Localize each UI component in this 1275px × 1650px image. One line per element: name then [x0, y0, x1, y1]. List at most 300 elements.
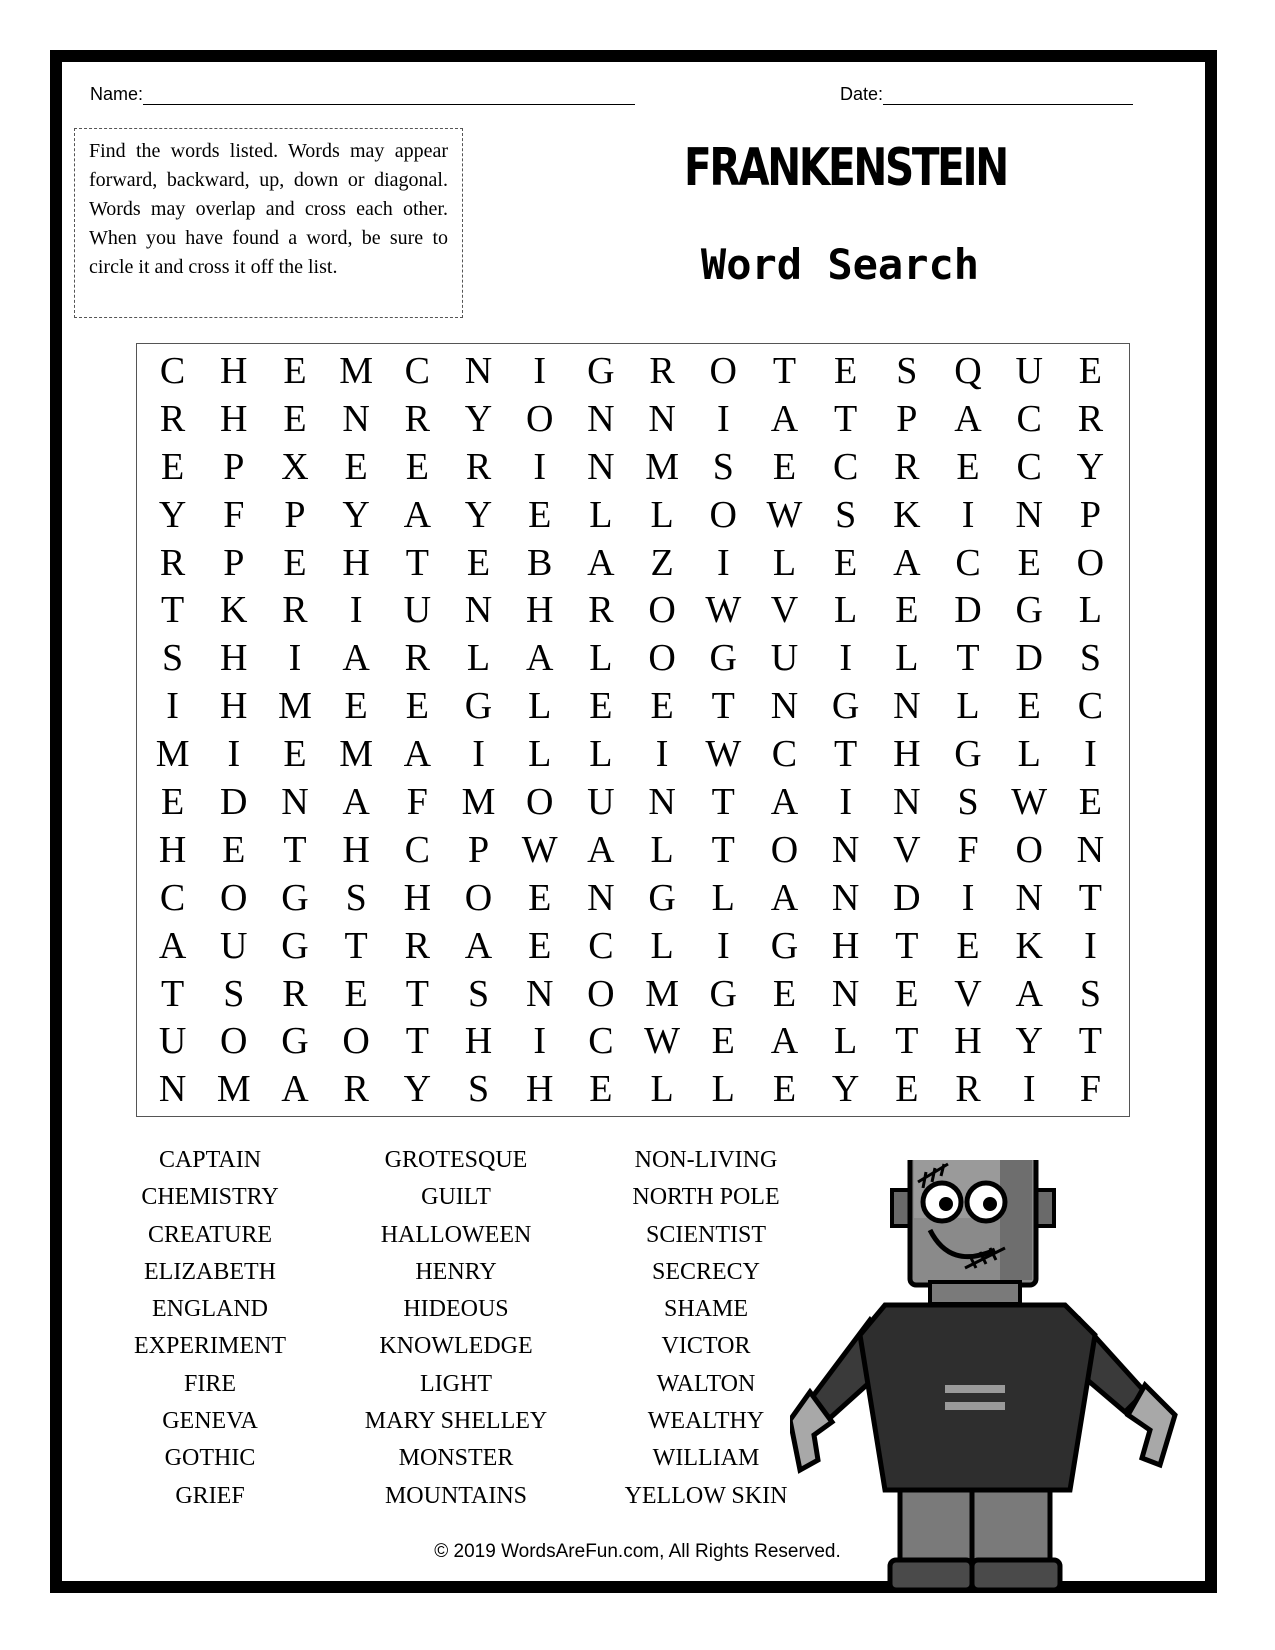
- grid-letter[interactable]: M: [278, 685, 312, 728]
- word-list-item[interactable]: WEALTHY: [647, 1408, 765, 1435]
- grid-letter[interactable]: G: [281, 924, 309, 967]
- grid-letter[interactable]: H: [464, 1020, 493, 1063]
- grid-letter[interactable]: S: [162, 637, 184, 680]
- grid-letter[interactable]: E: [1078, 780, 1103, 823]
- grid-letter[interactable]: E: [589, 1068, 613, 1111]
- grid-letter[interactable]: U: [587, 780, 615, 823]
- grid-letter[interactable]: S: [345, 876, 367, 919]
- grid-letter[interactable]: G: [709, 637, 737, 680]
- grid-letter[interactable]: N: [648, 780, 676, 823]
- grid-letter[interactable]: R: [159, 541, 186, 584]
- grid-letter[interactable]: P: [467, 828, 490, 871]
- grid-letter[interactable]: E: [772, 972, 797, 1015]
- grid-letter[interactable]: S: [712, 445, 734, 488]
- grid-letter[interactable]: O: [770, 828, 799, 871]
- word-list-item[interactable]: WILLIAM: [652, 1445, 760, 1472]
- grid-letter[interactable]: K: [1015, 924, 1043, 967]
- grid-letter[interactable]: O: [525, 780, 554, 823]
- word-list-item[interactable]: HENRY: [415, 1258, 497, 1285]
- grid-letter[interactable]: U: [220, 924, 248, 967]
- grid-letter[interactable]: R: [404, 637, 431, 680]
- grid-letter[interactable]: D: [220, 780, 248, 823]
- word-list-item[interactable]: KNOWLEDGE: [379, 1333, 533, 1360]
- grid-letter[interactable]: P: [1079, 493, 1101, 536]
- grid-letter[interactable]: C: [1016, 445, 1042, 488]
- word-list-item[interactable]: EXPERIMENT: [134, 1333, 286, 1360]
- grid-letter[interactable]: M: [216, 1068, 251, 1111]
- grid-letter[interactable]: E: [772, 445, 797, 488]
- grid-letter[interactable]: R: [404, 397, 431, 440]
- grid-letter[interactable]: I: [961, 493, 975, 536]
- grid-letter[interactable]: E: [283, 397, 307, 440]
- grid-letter[interactable]: C: [588, 1020, 614, 1063]
- grid-letter[interactable]: X: [281, 445, 309, 488]
- grid-letter[interactable]: N: [464, 589, 493, 632]
- grid-letter[interactable]: R: [465, 445, 492, 488]
- grid-letter[interactable]: L: [772, 541, 797, 584]
- word-list-item[interactable]: GRIEF: [175, 1482, 245, 1509]
- grid-letter[interactable]: U: [770, 637, 799, 680]
- grid-letter[interactable]: A: [403, 493, 432, 536]
- grid-letter[interactable]: S: [1079, 972, 1101, 1015]
- word-list-item[interactable]: CAPTAIN: [158, 1147, 262, 1173]
- grid-letter[interactable]: Q: [954, 349, 982, 392]
- grid-letter[interactable]: W: [644, 1020, 681, 1063]
- grid-letter[interactable]: A: [342, 637, 370, 680]
- grid-letter[interactable]: L: [834, 589, 858, 632]
- grid-letter[interactable]: C: [1016, 397, 1042, 440]
- grid-letter[interactable]: E: [344, 972, 368, 1015]
- word-list-item[interactable]: MOUNTAINS: [384, 1482, 528, 1509]
- grid-letter[interactable]: N: [342, 397, 370, 440]
- grid-letter[interactable]: T: [895, 1020, 919, 1063]
- word-list-item[interactable]: NON-LIVING: [634, 1147, 778, 1173]
- grid-letter[interactable]: I: [472, 733, 485, 776]
- grid-letter[interactable]: O: [709, 349, 737, 392]
- grid-letter[interactable]: P: [284, 493, 306, 536]
- grid-letter[interactable]: L: [1017, 733, 1041, 776]
- grid-letter[interactable]: T: [895, 924, 919, 967]
- grid-letter[interactable]: G: [954, 733, 982, 776]
- grid-letter[interactable]: Y: [1076, 445, 1105, 488]
- grid-letter[interactable]: I: [655, 733, 669, 776]
- grid-letter[interactable]: C: [159, 349, 186, 392]
- grid-letter[interactable]: S: [957, 780, 979, 823]
- word-list-item[interactable]: CHEMISTRY: [141, 1184, 279, 1211]
- grid-letter[interactable]: T: [711, 685, 735, 728]
- word-list-item[interactable]: CREATURE: [147, 1221, 272, 1248]
- grid-letter[interactable]: I: [166, 685, 179, 728]
- grid-letter[interactable]: W: [705, 589, 742, 632]
- grid-letter[interactable]: T: [956, 637, 980, 680]
- grid-letter[interactable]: N: [770, 685, 799, 728]
- grid-letter[interactable]: I: [1022, 1068, 1036, 1111]
- grid-letter[interactable]: R: [955, 1068, 981, 1111]
- grid-letter[interactable]: E: [711, 1020, 735, 1063]
- sweater-stripe-1: [945, 1385, 1005, 1393]
- grid-letter[interactable]: H: [525, 1068, 554, 1111]
- grid-letter[interactable]: T: [711, 780, 735, 823]
- grid-letter[interactable]: M: [155, 733, 190, 776]
- grid-letter[interactable]: G: [281, 876, 309, 919]
- grid-letter[interactable]: M: [645, 972, 679, 1015]
- grid-letter[interactable]: A: [1015, 972, 1043, 1015]
- grid-letter[interactable]: R: [649, 349, 675, 392]
- grid-letter[interactable]: E: [895, 589, 919, 632]
- grid-letter[interactable]: W: [521, 828, 558, 871]
- grid-letter[interactable]: I: [716, 541, 730, 584]
- grid-letter[interactable]: E: [283, 349, 307, 392]
- grid-letter[interactable]: R: [894, 445, 920, 488]
- grid-letter[interactable]: L: [650, 1068, 674, 1111]
- grid-letter[interactable]: I: [839, 637, 852, 680]
- grid-letter[interactable]: M: [461, 780, 496, 823]
- grid-letter[interactable]: L: [834, 1020, 858, 1063]
- grid-letter[interactable]: G: [831, 685, 860, 728]
- grid-letter[interactable]: A: [893, 541, 921, 584]
- grid-letter[interactable]: N: [831, 972, 860, 1015]
- grid-letter[interactable]: T: [711, 828, 735, 871]
- puzzle-grid: [142, 347, 1122, 1115]
- grid-letter[interactable]: Y: [464, 493, 493, 536]
- grid-letter[interactable]: H: [220, 637, 248, 680]
- grid-letter[interactable]: S: [467, 1068, 490, 1111]
- grid-letter[interactable]: S: [467, 972, 490, 1015]
- grid-letter[interactable]: I: [533, 445, 547, 488]
- grid-letter[interactable]: L: [528, 733, 552, 776]
- word-list-item[interactable]: GROTESQUE: [384, 1147, 528, 1173]
- grid-letter[interactable]: A: [770, 1020, 799, 1063]
- grid-letter[interactable]: Y: [464, 397, 493, 440]
- grid-letter[interactable]: I: [1084, 733, 1097, 776]
- grid-letter[interactable]: L: [589, 493, 613, 536]
- grid-letter[interactable]: E: [283, 733, 307, 776]
- grid-letter[interactable]: T: [834, 397, 858, 440]
- grid-letter[interactable]: O: [220, 1020, 248, 1063]
- grid-letter[interactable]: E: [283, 541, 307, 584]
- grid-letter[interactable]: L: [650, 924, 674, 967]
- grid-letter[interactable]: E: [405, 685, 429, 728]
- word-column-3: [596, 1142, 816, 1515]
- word-list-item[interactable]: GOTHIC: [164, 1445, 256, 1472]
- word-list-item[interactable]: WALTON: [656, 1370, 756, 1397]
- grid-letter[interactable]: A: [587, 541, 615, 584]
- grid-letter[interactable]: A: [525, 637, 554, 680]
- grid-letter[interactable]: L: [711, 1068, 735, 1111]
- grid-letter[interactable]: I: [288, 637, 302, 680]
- grid-letter[interactable]: L: [650, 828, 674, 871]
- word-list-item[interactable]: MARY SHELLEY: [364, 1408, 548, 1435]
- grid-letter[interactable]: C: [159, 876, 186, 919]
- grid-letter[interactable]: L: [650, 493, 674, 536]
- grid-letter[interactable]: I: [716, 397, 730, 440]
- grid-letter[interactable]: T: [344, 924, 368, 967]
- grid-letter[interactable]: H: [403, 876, 432, 919]
- word-list-item[interactable]: ELIZABETH: [144, 1258, 276, 1285]
- grid-letter[interactable]: H: [893, 733, 921, 776]
- name-blank-line[interactable]: [143, 86, 635, 105]
- grid-letter[interactable]: A: [587, 828, 615, 871]
- grid-letter[interactable]: G: [648, 876, 676, 919]
- grid-letter[interactable]: H: [158, 828, 187, 871]
- grid-letter[interactable]: S: [835, 493, 857, 536]
- word-list-item[interactable]: YELLOW SKIN: [624, 1482, 788, 1509]
- grid-letter[interactable]: K: [893, 493, 921, 536]
- grid-letter[interactable]: Y: [158, 493, 187, 536]
- word-list-item[interactable]: ENGLAND: [152, 1296, 268, 1323]
- grid-letter[interactable]: A: [464, 924, 493, 967]
- word-list-item[interactable]: GENEVA: [162, 1408, 258, 1435]
- word-list-item[interactable]: FIRE: [183, 1370, 236, 1397]
- name-field[interactable]: [90, 84, 635, 105]
- word-column-2: [346, 1142, 566, 1515]
- grid-letter[interactable]: N: [648, 397, 676, 440]
- grid-letter[interactable]: E: [528, 493, 552, 536]
- grid-letter[interactable]: H: [220, 397, 248, 440]
- grid-letter[interactable]: T: [283, 828, 307, 871]
- grid-letter[interactable]: L: [589, 637, 613, 680]
- grid-letter[interactable]: S: [1079, 637, 1101, 680]
- grid-letter[interactable]: N: [893, 780, 921, 823]
- grid-letter[interactable]: Z: [650, 541, 674, 584]
- name-label: Name:: [90, 84, 144, 104]
- grid-letter[interactable]: D: [893, 876, 921, 919]
- grid-letter[interactable]: N: [587, 445, 615, 488]
- grid-letter[interactable]: N: [1076, 828, 1105, 871]
- grid-letter[interactable]: I: [533, 349, 547, 392]
- grid-letter[interactable]: N: [587, 876, 615, 919]
- grid-letter[interactable]: N: [464, 349, 493, 392]
- word-list-item[interactable]: NORTH POLE: [632, 1184, 780, 1211]
- grid-letter[interactable]: E: [466, 541, 491, 584]
- grid-letter[interactable]: P: [223, 541, 245, 584]
- grid-letter[interactable]: T: [160, 972, 185, 1015]
- grid-letter[interactable]: O: [220, 876, 248, 919]
- grid-letter[interactable]: E: [1017, 541, 1041, 584]
- grid-letter[interactable]: R: [282, 589, 308, 632]
- grid-letter[interactable]: E: [589, 685, 613, 728]
- grid-letter[interactable]: H: [342, 541, 370, 584]
- grid-letter[interactable]: I: [716, 924, 730, 967]
- grid-letter[interactable]: E: [528, 924, 552, 967]
- grid-letter[interactable]: N: [831, 876, 860, 919]
- grid-letter[interactable]: C: [955, 541, 981, 584]
- word-list-item[interactable]: SECRECY: [651, 1258, 761, 1285]
- grid-letter[interactable]: F: [957, 828, 979, 871]
- word-list-item[interactable]: HIDEOUS: [403, 1296, 509, 1323]
- grid-letter[interactable]: O: [648, 589, 676, 632]
- grid-letter[interactable]: G: [1015, 589, 1043, 632]
- grid-letter[interactable]: A: [954, 397, 982, 440]
- word-list-item[interactable]: SCIENTIST: [646, 1221, 766, 1248]
- grid-letter[interactable]: A: [342, 780, 370, 823]
- grid-letter[interactable]: E: [772, 1068, 797, 1111]
- grid-letter[interactable]: O: [709, 493, 737, 536]
- grid-letter[interactable]: E: [956, 924, 980, 967]
- grid-letter[interactable]: H: [220, 685, 248, 728]
- grid-letter[interactable]: A: [770, 397, 799, 440]
- grid-letter[interactable]: U: [1015, 349, 1043, 392]
- grid-letter[interactable]: E: [834, 541, 858, 584]
- grid-letter[interactable]: L: [528, 685, 552, 728]
- date-blank-line[interactable]: [883, 86, 1133, 105]
- grid-letter[interactable]: N: [1015, 493, 1043, 536]
- grid-letter[interactable]: N: [158, 1068, 187, 1111]
- grid-letter[interactable]: S: [896, 349, 918, 392]
- grid-letter[interactable]: Y: [403, 1068, 432, 1111]
- grid-letter[interactable]: N: [525, 972, 554, 1015]
- grid-letter[interactable]: Y: [1015, 1020, 1043, 1063]
- grid-letter[interactable]: P: [223, 445, 245, 488]
- grid-letter[interactable]: H: [220, 349, 248, 392]
- grid-letter[interactable]: I: [1084, 924, 1097, 967]
- grid-letter[interactable]: O: [525, 397, 554, 440]
- grid-letter[interactable]: O: [648, 637, 676, 680]
- grid-letter[interactable]: D: [1015, 637, 1043, 680]
- grid-letter[interactable]: M: [339, 349, 374, 392]
- grid-letter[interactable]: G: [770, 924, 799, 967]
- grid-letter[interactable]: A: [281, 1068, 309, 1111]
- grid-letter[interactable]: S: [223, 972, 245, 1015]
- grid-letter[interactable]: F: [406, 780, 428, 823]
- grid-letter[interactable]: E: [650, 685, 674, 728]
- grid-letter[interactable]: I: [349, 589, 363, 632]
- grid-letter[interactable]: Y: [342, 493, 370, 536]
- grid-letter[interactable]: E: [895, 1068, 919, 1111]
- grid-letter[interactable]: N: [893, 685, 921, 728]
- grid-letter[interactable]: E: [344, 445, 368, 488]
- grid-letter[interactable]: I: [839, 780, 852, 823]
- head-shadow: [1000, 1160, 1032, 1280]
- grid-letter[interactable]: H: [525, 589, 554, 632]
- instructions-box: Find the words listed. Words may appear forward, backward, up, down or diagonal. Words may overlap and cross each other. When you have found a word, be sure to circle it and cross it off the list.: [74, 128, 463, 318]
- grid-letter[interactable]: E: [222, 828, 246, 871]
- grid-letter[interactable]: T: [1078, 876, 1103, 919]
- grid-letter[interactable]: D: [954, 589, 982, 632]
- grid-letter[interactable]: M: [645, 445, 679, 488]
- grid-letter[interactable]: H: [831, 924, 860, 967]
- word-list-item[interactable]: HALLOWEEN: [380, 1221, 532, 1248]
- grid-letter[interactable]: V: [954, 972, 982, 1015]
- grid-letter[interactable]: R: [282, 972, 308, 1015]
- grid-letter[interactable]: N: [281, 780, 309, 823]
- grid-letter[interactable]: C: [771, 733, 798, 776]
- grid-letter[interactable]: K: [220, 589, 248, 632]
- grid-letter[interactable]: O: [1015, 828, 1043, 871]
- grid-letter[interactable]: T: [405, 972, 429, 1015]
- grid-letter[interactable]: E: [344, 685, 368, 728]
- grid-letter[interactable]: V: [893, 828, 921, 871]
- grid-letter[interactable]: L: [466, 637, 491, 680]
- grid-letter[interactable]: V: [770, 589, 799, 632]
- grid-letter[interactable]: L: [711, 876, 735, 919]
- grid-letter[interactable]: R: [404, 924, 431, 967]
- grid-letter[interactable]: L: [956, 685, 980, 728]
- grid-letter[interactable]: T: [1078, 1020, 1103, 1063]
- grid-letter[interactable]: L: [589, 733, 613, 776]
- grid-letter[interactable]: E: [160, 780, 185, 823]
- grid-letter[interactable]: G: [464, 685, 493, 728]
- grid-letter[interactable]: E: [1078, 349, 1103, 392]
- grid-letter[interactable]: O: [587, 972, 615, 1015]
- grid-letter[interactable]: G: [281, 1020, 309, 1063]
- word-list-item[interactable]: VICTOR: [661, 1333, 751, 1360]
- grid-letter[interactable]: L: [895, 637, 919, 680]
- grid-letter[interactable]: E: [1017, 685, 1041, 728]
- date-field[interactable]: [840, 84, 1133, 105]
- grid-letter[interactable]: P: [896, 397, 918, 440]
- grid-letter[interactable]: C: [588, 924, 614, 967]
- grid-letter[interactable]: W: [766, 493, 803, 536]
- word-column-1: [100, 1142, 320, 1515]
- grid-letter[interactable]: B: [527, 541, 553, 584]
- grid-letter[interactable]: E: [405, 445, 429, 488]
- grid-letter[interactable]: R: [1077, 397, 1104, 440]
- grid-letter[interactable]: I: [961, 876, 975, 919]
- word-list-item[interactable]: SHAME: [663, 1296, 748, 1323]
- grid-letter[interactable]: T: [160, 589, 185, 632]
- grid-letter[interactable]: E: [528, 876, 552, 919]
- grid-letter[interactable]: I: [227, 733, 241, 776]
- grid-letter[interactable]: O: [1076, 541, 1105, 584]
- grid-letter[interactable]: W: [705, 733, 742, 776]
- grid-letter[interactable]: N: [1015, 876, 1043, 919]
- grid-letter[interactable]: E: [834, 349, 858, 392]
- grid-letter[interactable]: T: [772, 349, 797, 392]
- grid-letter[interactable]: T: [405, 1020, 429, 1063]
- grid-letter[interactable]: C: [404, 349, 431, 392]
- grid-letter[interactable]: H: [954, 1020, 982, 1063]
- grid-letter[interactable]: N: [831, 828, 860, 871]
- grid-letter[interactable]: G: [709, 972, 737, 1015]
- grid-letter[interactable]: N: [587, 397, 615, 440]
- grid-letter[interactable]: E: [956, 445, 980, 488]
- grid-letter[interactable]: T: [405, 541, 429, 584]
- grid-letter[interactable]: F: [1079, 1068, 1101, 1111]
- grid-letter[interactable]: R: [343, 1068, 369, 1111]
- grid-letter[interactable]: L: [1078, 589, 1103, 632]
- grid-letter[interactable]: A: [770, 780, 799, 823]
- grid-letter[interactable]: O: [464, 876, 493, 919]
- grid-letter[interactable]: O: [342, 1020, 370, 1063]
- grid-letter[interactable]: F: [223, 493, 245, 536]
- grid-letter[interactable]: A: [403, 733, 432, 776]
- grid-letter[interactable]: E: [895, 972, 919, 1015]
- grid-letter[interactable]: Y: [831, 1068, 860, 1111]
- grid-letter[interactable]: C: [832, 445, 859, 488]
- grid-letter[interactable]: H: [342, 828, 370, 871]
- word-list-item[interactable]: GUILT: [421, 1184, 491, 1211]
- grid-letter[interactable]: R: [159, 397, 186, 440]
- word-list-item[interactable]: LIGHT: [420, 1370, 492, 1397]
- grid-letter[interactable]: C: [1077, 685, 1104, 728]
- grid-letter[interactable]: G: [587, 349, 615, 392]
- grid-letter[interactable]: U: [158, 1020, 187, 1063]
- right-shoe: [972, 1560, 1060, 1590]
- grid-letter[interactable]: A: [770, 876, 799, 919]
- word-list-item[interactable]: MONSTER: [398, 1445, 514, 1472]
- grid-letter[interactable]: T: [834, 733, 858, 776]
- grid-letter[interactable]: U: [403, 589, 432, 632]
- grid-letter[interactable]: R: [588, 589, 614, 632]
- grid-letter[interactable]: I: [533, 1020, 547, 1063]
- grid-letter[interactable]: C: [404, 828, 431, 871]
- right-pupil: [983, 1197, 997, 1211]
- grid-letter[interactable]: M: [339, 733, 374, 776]
- grid-letter[interactable]: E: [160, 445, 185, 488]
- grid-letter[interactable]: W: [1011, 780, 1048, 823]
- grid-letter[interactable]: A: [158, 924, 187, 967]
